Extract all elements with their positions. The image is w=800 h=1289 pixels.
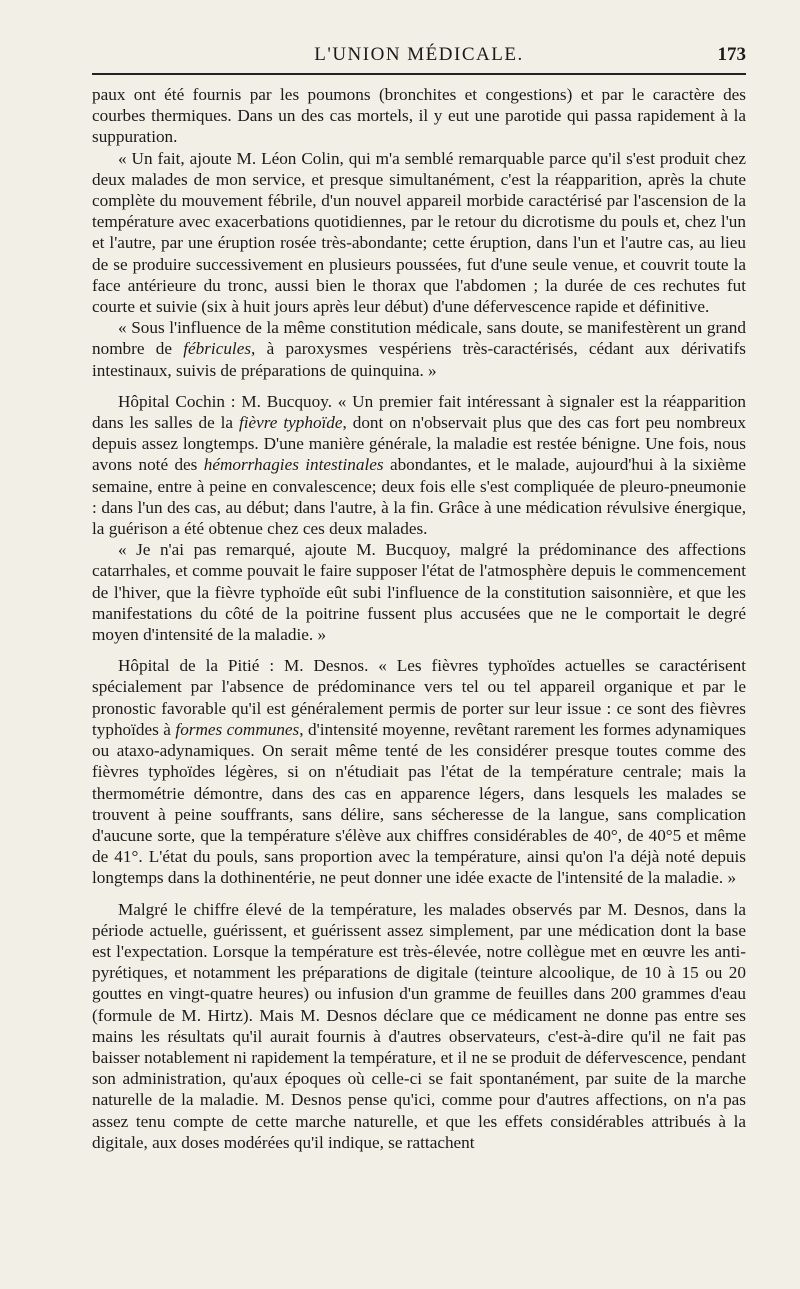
italic-term: hémorrhagies intestinales [203, 455, 384, 475]
italic-term: fébricules [183, 339, 252, 359]
journal-title: L'UNION MÉDICALE. [314, 44, 524, 65]
paragraph-3 [92, 317, 746, 381]
text-span: , dont on n'observait plus que des cas fort peu nombreux depuis assez longtemps. D'une manière générale, la maladie est restée bénigne. Une fois, nous avons noté des [92, 413, 746, 475]
text-span: , d'intensité moyenne, revêtant rarement les formes adynamiques ou ataxo-adynamiques. On serait même tenté de les considérer presque toutes comme des fièvres typhoïdes légères, si on n'étudiait pas l'état de la température centrale; mais la thermométrie démontre, dans des cas en apparence légers, dans lesquels les malades se trouvent à peine souffrants, sans délire, sans sécheresse de la langue, sans complication d'aucune sorte, que la température s'élève aux chiffres considérables de 40°, de 40°5 et même de 41°. L'état du pouls, sans proportion avec la température, ainsi qu'on l'a déjà noté depuis longtemps dans la dothinentérie, ne peut donner une idée exacte de l'intensité de la maladie. » [92, 719, 746, 888]
paragraph-4 [92, 391, 746, 539]
paragraph-2: « Un fait, ajoute M. Léon Colin, qui m'a semblé remarquable parce qu'il s'est produit chez deux malades de mon service, et presque simultanément, c'est la réapparition, après la chute complète du mouvement fébrile, d'un nouvel appareil morbide caractérisé par l'ascension de la température avec exacerbations quotidiennes, par le retour du dicrotisme du pouls et, chez l'un et l'autre, par une éruption rosée très-abondante; cette éruption, dans l'un et l'autre cas, au lieu de se produire successivement en plusieurs poussées, fut d'une seule venue, et couvrit toute la face antérieure du tronc, aussi bien le thorax que l'abdomen ; la durée de ces rechutes fut courte et suivie (six à huit jours après leur début) d'une défervescence rapide et définitive. [92, 148, 746, 317]
article-body [92, 84, 746, 1153]
italic-term: formes communes [175, 719, 300, 739]
paragraph-6 [92, 655, 746, 888]
page-number: 173 [717, 44, 746, 65]
text-span: Hôpital de la Pitié : M. Desnos. « Les fièvres typhoïdes actuelles se caractérisent spécialement par l'absence de prédominance vers tel ou tel appareil organique et par le pronostic favorable qu'il est généralement permis de porter sur leur issue : ce sont des fièvres typhoïdes à [92, 656, 746, 739]
paragraph-1: paux ont été fournis par les poumons (bronchites et congestions) et par le caractère des courbes thermiques. Dans un des cas mortels, il y eut une parotide qui passa rapidement à la suppuration. [92, 85, 746, 147]
italic-term: fièvre typhoïde [238, 413, 343, 433]
text-span: , à paroxysmes vespériens très-caractérisés, cédant aux dérivatifs intestinaux, suivis de préparations de quinquina. » [92, 339, 746, 380]
text-span: Hôpital Cochin : M. Bucquoy. « Un premier fait intéressant à signaler est la réapparition dans les salles de la [92, 391, 746, 433]
paragraph-7: Malgré le chiffre élevé de la température, les malades observés par M. Desnos, dans la période actuelle, guérissent, et guérissent assez simplement, par une médication dont la base est l'expectation. Lorsque la température est très-élevée, notre collègue met en œuvre les anti-pyrétiques, et notamment les préparations de digitale (teinture alcoolique, de 10 à 15 ou 20 gouttes en vingt-quatre heures) ou infusion d'un gramme de feuilles dans 200 grammes d'eau (formule de M. Hirtz). Mais M. Desnos déclare que ce médicament ne donne pas entre ses mains les résultats qu'il aurait fournis à d'autres observateurs, c'est-à-dire qu'il ne fait pas baisser notablement ni rapidement la température, et il ne se produit de défervescence, pendant son administration, qu'aux époques où celle-ci se fait spontanément, par suite de la marche naturelle de la maladie. M. Desnos pense qu'ici, comme pour d'autres affections, on n'a pas assez tenu compte de cette marche naturelle, et que les effets considérables attribués à la digitale, aux doses modérées qu'il indique, se rattachent [92, 899, 746, 1152]
text-span: « Sous l'influence de la même constitution médicale, sans doute, se manifestèrent un grand nombre de [92, 318, 746, 359]
running-header [92, 44, 746, 70]
paragraph-5: « Je n'ai pas remarqué, ajoute M. Bucquoy, malgré la prédominance des affections catarrhales, et comme pouvait le faire supposer l'état de l'atmosphère depuis le commencement de l'hiver, que la fièvre typhoïde eût subi l'influence de la constitution saisonnière, et que les manifestations du côté de la poitrine fussent plus accusées que ne le comportait le degré moyen d'intensité de la maladie. » [92, 540, 746, 645]
header-rule [92, 73, 746, 75]
text-span: abondantes, et le malade, aujourd'hui à la sixième semaine, entre à peine en convalescence; deux fois elle s'est compliquée de pleuro-pneumonie : dans l'un des cas, au début; dans l'autre, à la fin. Grâce à une médication révulsive énergique, la guérison a été obtenue chez ces deux malades. [92, 455, 746, 539]
